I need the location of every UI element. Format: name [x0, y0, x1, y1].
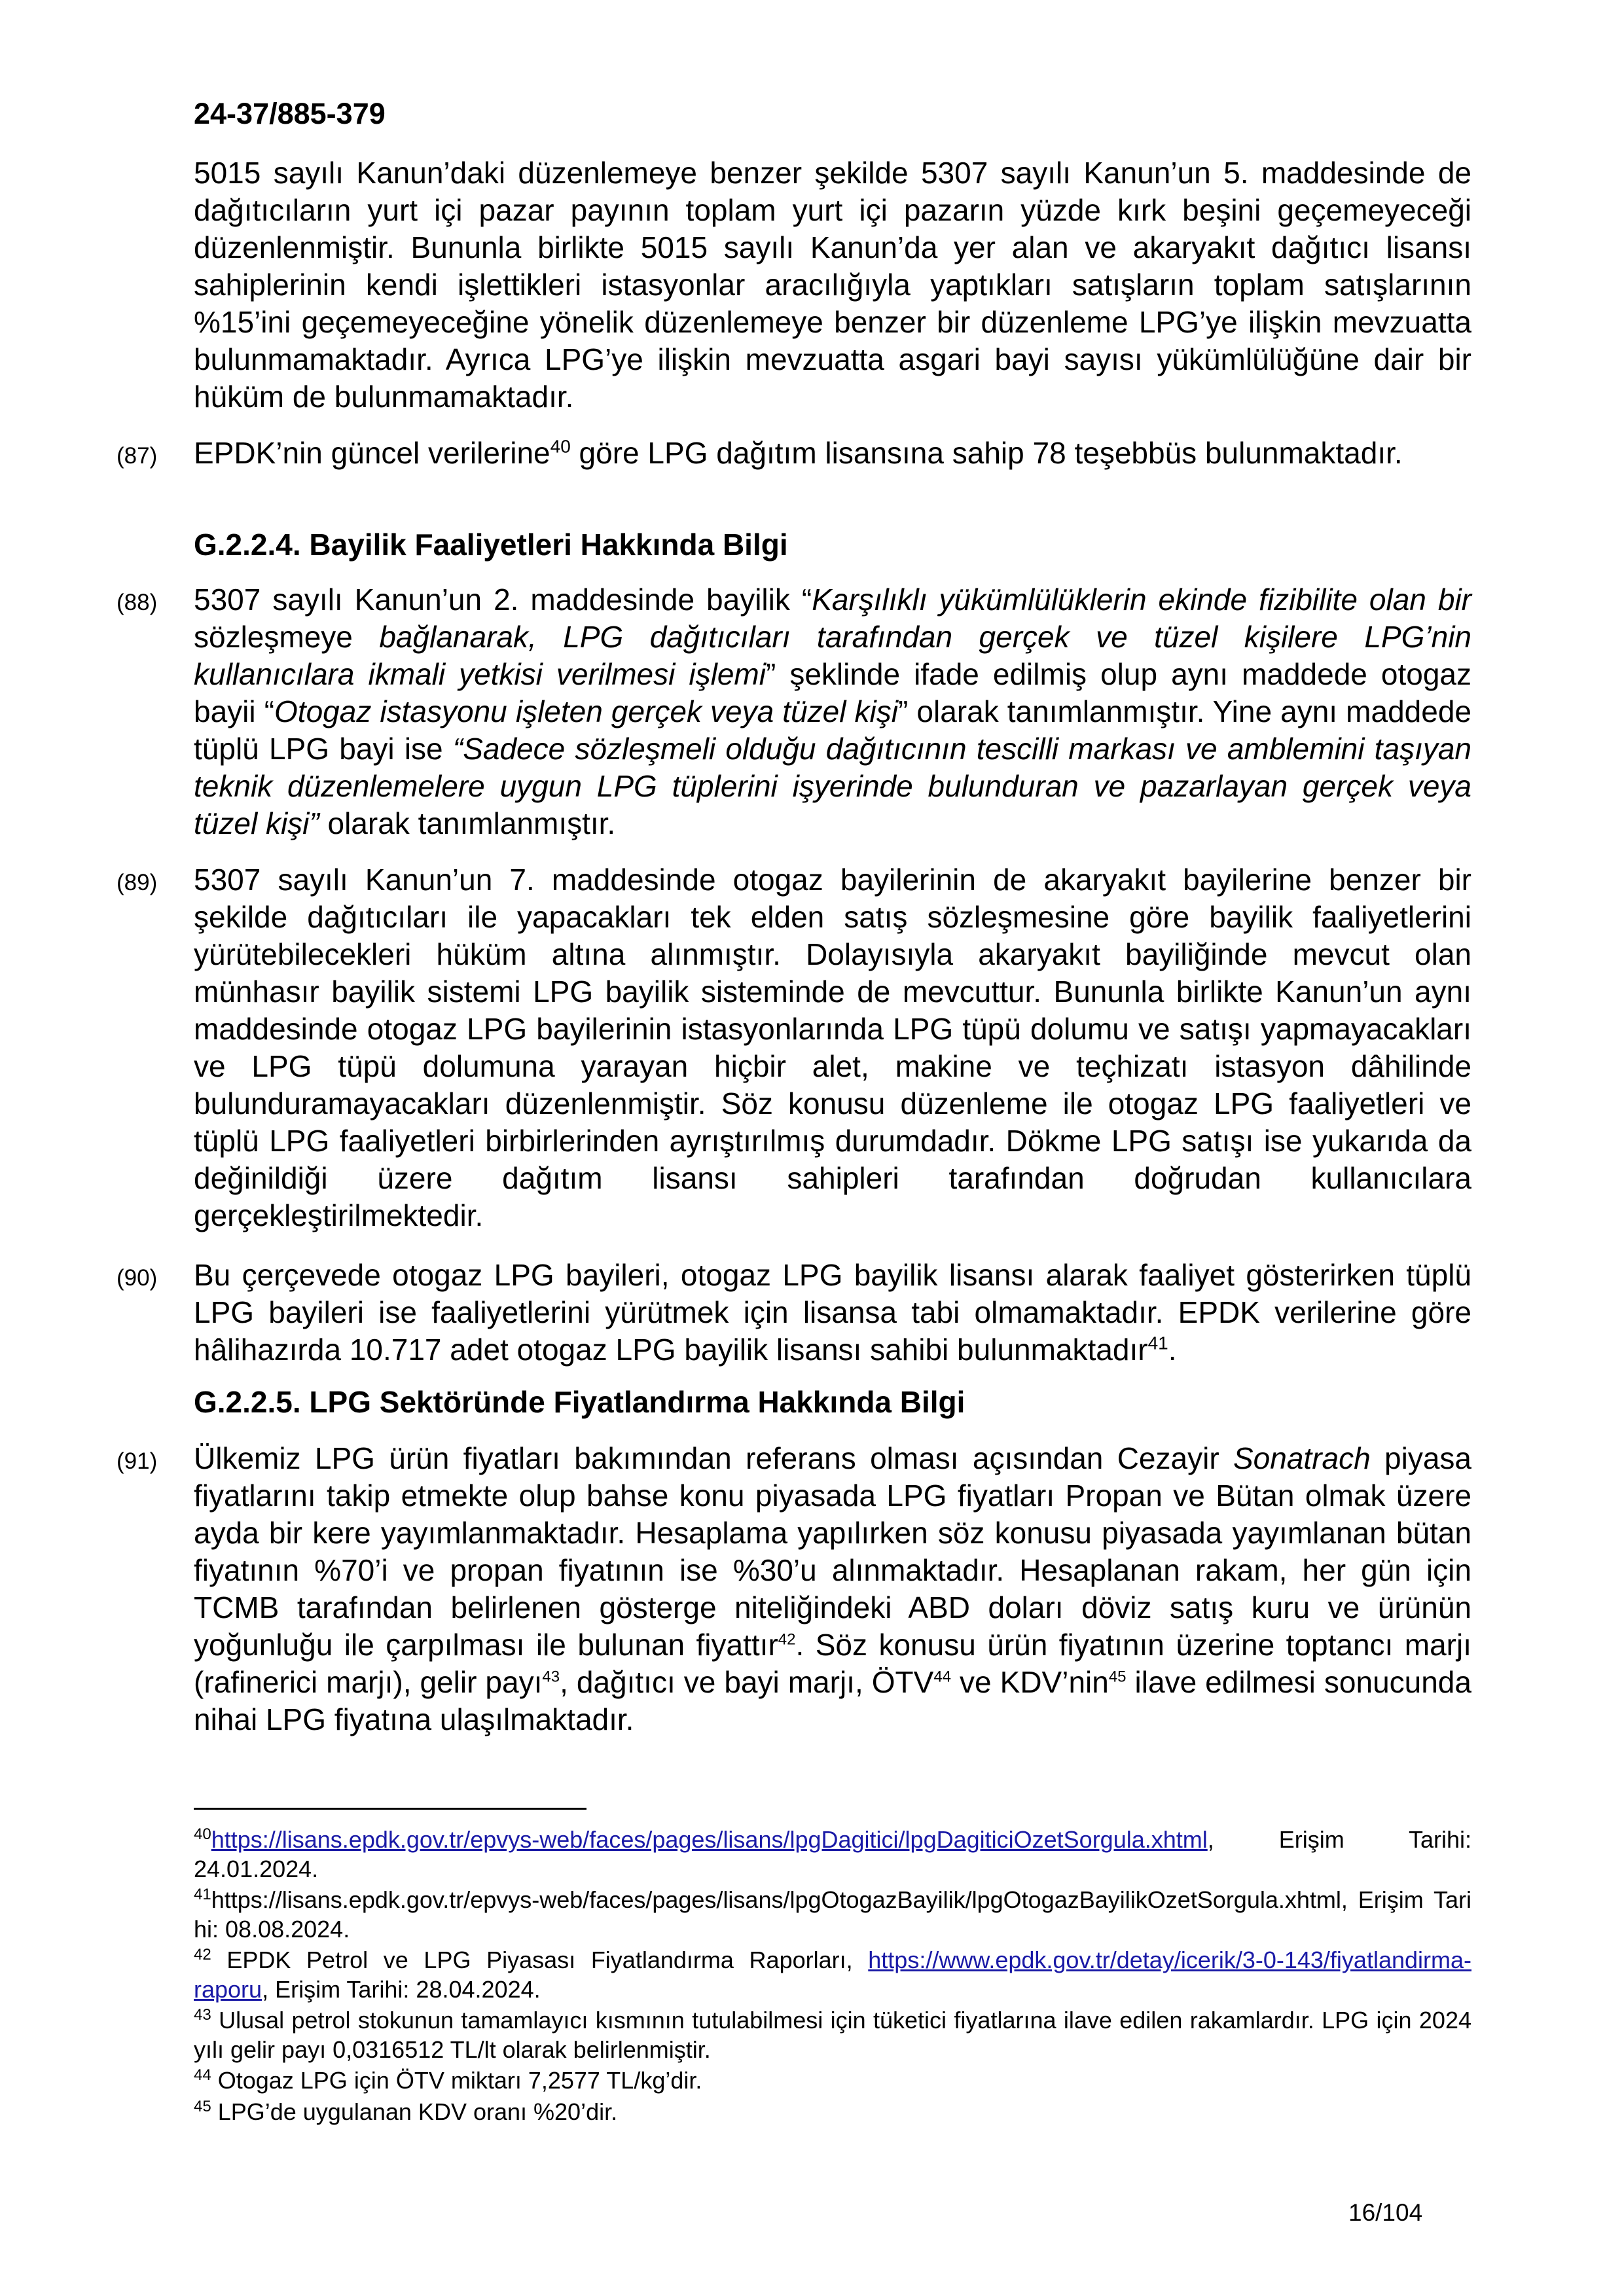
paragraph-88-text-5: olarak tanımlanmıştır. — [319, 806, 616, 840]
paragraph-number-88: (88) — [117, 590, 158, 615]
footnote-41 — [194, 1885, 1471, 1944]
paragraph-91-text-3: . Söz konusu ürün fiyatının üzerine toptancı marjı (rafinerici marjı), gelir payı — [194, 1628, 1472, 1699]
paragraph-88-quote-3: Otogaz istasyonu işleten gerçek veya tüzel kişi — [274, 694, 898, 728]
paragraph-87-text-a: EPDK’nin güncel verilerine — [194, 436, 550, 470]
paragraph-88-text-3: ” şeklinde ifade edilmiş olup aynı maddede otogaz bayii “ — [194, 657, 1471, 728]
footnote-ref-40[interactable]: 40 — [550, 436, 571, 457]
paragraph-number-91: (91) — [117, 1448, 158, 1474]
footnote-42-text: EPDK Petrol ve LPG Piyasası Fiyatlandırma Raporları, — [211, 1946, 869, 1973]
footnote-separator — [194, 1808, 586, 1810]
paragraph-number-89: (89) — [117, 870, 158, 895]
footnote-44-number: 44 — [194, 2066, 211, 2084]
paragraph-number-87: (87) — [117, 443, 158, 469]
footnote-ref-44[interactable]: 44 — [933, 1668, 952, 1686]
paragraph-88 — [194, 581, 1471, 842]
document-id: 24-37/885-379 — [194, 97, 386, 130]
paragraph-91-sonatrach: Sonatrach — [1233, 1441, 1371, 1475]
paragraph-87-text-b: göre LPG dağıtım lisansına sahip 78 teşebbüs bulunmaktadır. — [570, 436, 1403, 470]
footnote-41-text: https://lisans.epdk.gov.tr/epvys-web/faces/pages/lisans/lpgOtogazBayilik/lpgOtogazBayilikOzetSorgula.xhtml, Erişim Tarihi: 08.08.2024. — [194, 1886, 1471, 1943]
footnote-42-date: , Erişim Tarihi: 28.04.2024. — [262, 1976, 541, 2003]
paragraph-88-quote-4: “Sadece sözleşmeli olduğu dağıtıcının tescilli markası ve amblemini taşıyan teknik düzenlemelere uygun LPG tüplerini işyerinde bulunduran ve pazarlayan gerçek veya tüzel kişi” — [194, 732, 1471, 840]
footnote-42-number: 42 — [194, 1946, 211, 1964]
footnote-45-text: LPG’de uygulanan KDV oranı %20’dir. — [211, 2098, 618, 2125]
paragraph-88-quote-2: bağlanarak, LPG dağıtıcıları tarafından gerçek ve tüzel kişilere LPG’nin kullanıcılara ikmali yetkisi verilmesi işlemi — [194, 620, 1471, 691]
paragraph-91-text-6: ilave edilmesi sonucunda nihai LPG fiyatına ulaşılmaktadır. — [194, 1665, 1471, 1736]
paragraph-90-text-b: . — [1168, 1333, 1177, 1367]
footnote-44 — [194, 2066, 1471, 2095]
footnote-44-text: Otogaz LPG için ÖTV miktarı 7,2577 TL/kg’dir. — [211, 2067, 702, 2094]
paragraph-88-text-4: ” olarak tanımlanmıştır. Yine aynı maddede tüplü LPG bayi ise — [194, 694, 1471, 766]
paragraph-91-text-4: , dağıtıcı ve bayi marjı, ÖTV — [560, 1665, 934, 1699]
paragraph-91-text-2: piyasa fiyatlarını takip etmekte olup bahse konu piyasada LPG fiyatları Propan ve Bütan olmak üzere ayda bir kere yayımlanmaktadır. Hesaplama yapılırken söz konusu piyasada yayımlanan bütan fiyatının %70’i ve propan fiyatının ise %30’u alınmaktadır. Hesaplanan rakam, her gün için TCMB tarafından belirlenen gösterge niteliğindeki ABD doları döviz satış kuru ve ürünün yoğunluğu ile çarpılması ile bulunan fiyattır — [194, 1441, 1471, 1662]
footnote-43-text: Ulusal petrol stokunun tamamlayıcı kısmının tutulabilmesi için tüketici fiyatlarına ilave edilen rakamlardır. LPG için 2024 yılı gelir payı 0,0316512 TL/lt olarak belirlenmiştir. — [194, 2007, 1471, 2063]
footnote-ref-45[interactable]: 45 — [1108, 1668, 1127, 1686]
paragraph-89: 5307 sayılı Kanun’un 7. maddesinde otogaz bayilerinin de akaryakıt bayilerine benzer bir şekilde dağıtıcıları ile yapacakları tek elden satış sözleşmesine göre bayilik faaliyetlerini yürütebilecekleri hüküm altına alınmıştır. Dolayısıyla akaryakıt bayiliğinde mevcut olan münhasır bayilik sistemi LPG bayilik sisteminde de mevcuttur. Bununla birlikte Kanun’un aynı maddesinde otogaz LPG bayilerinin istasyonlarında LPG tüpü dolumu ve satışı yapmayacakları ve LPG tüpü dolumuna yarayan hiçbir alet, makine ve teçhizatı istasyon dâhilinde bulunduramayacakları düzenlenmiştir. Söz konusu düzenleme ile otogaz LPG faaliyetleri ve tüplü LPG faaliyetleri birbirlerinden ayrıştırılmış durumdadır. Dökme LPG satışı ise yukarıda da değinildiği üzere dağıtım lisansı sahipleri tarafından doğrudan kullanıcılara gerçekleştirilmektedir. — [194, 863, 1471, 1232]
footnote-ref-43[interactable]: 43 — [542, 1668, 560, 1686]
footnote-40 — [194, 1825, 1471, 1884]
paragraph-number-90: (90) — [117, 1265, 158, 1291]
footnote-40-number: 40 — [194, 1825, 211, 1843]
paragraph-90 — [194, 1257, 1471, 1369]
footnote-41-number: 41 — [194, 1886, 211, 1903]
footnote-42 — [194, 1945, 1471, 2004]
footnote-40-link[interactable]: https://lisans.epdk.gov.tr/epvys-web/faces/pages/lisans/lpgDagitici/lpgDagiticiOzetSorgula.xhtml — [211, 1826, 1208, 1853]
paragraph-90-text-a: Bu çerçevede otogaz LPG bayileri, otogaz LPG bayilik lisansı alarak faaliyet gösterirken tüplü LPG bayileri ise faaliyetlerini yürütmek için lisansa tabi olmamaktadır. EPDK verilerine göre hâlihazırda 10.717 adet otogaz LPG bayilik lisansı sahibi bulunmaktadır — [194, 1258, 1471, 1367]
paragraph-88-quote-1: Karşılıklı yükümlülüklerin ekinde fizibilite olan bir — [812, 583, 1471, 617]
paragraph-intro: 5015 sayılı Kanun’daki düzenlemeye benzer şekilde 5307 sayılı Kanun’un 5. maddesinde de dağıtıcıların yurt içi pazar payının toplam yurt içi pazarın yüzde kırk beşini geçemeyeceği düzenlenmiştir. Bununla birlikte 5015 sayılı Kanun’da yer alan ve akaryakıt dağıtıcı lisansı sahiplerinin kendi işlettikleri istasyonlar aracılığıyla yaptıkları satışların toplam satışlarının %15’ini geçemeyeceğine yönelik düzenlemeye benzer bir düzenleme LPG’ye ilişkin mevzuatta bulunmamaktadır. Ayrıca LPG’ye ilişkin mevzuatta asgari bayi sayısı yükümlülüğüne dair bir hüküm de bulunmamaktadır. — [194, 156, 1471, 414]
paragraph-91 — [194, 1440, 1471, 1738]
page-number: 16/104 — [1348, 2199, 1423, 2226]
footnote-ref-41[interactable]: 41 — [1147, 1333, 1168, 1354]
footnote-45-number: 45 — [194, 2098, 211, 2115]
footnote-45 — [194, 2097, 1471, 2126]
paragraph-91-text-5: ve KDV’nin — [951, 1665, 1109, 1699]
footnote-43-number: 43 — [194, 2006, 211, 2024]
footnote-43 — [194, 2005, 1471, 2064]
section-heading-g2-2-5: G.2.2.5. LPG Sektöründe Fiyatlandırma Hakkında Bilgi — [194, 1385, 965, 1419]
paragraph-88-text-1: 5307 sayılı Kanun’un 2. maddesinde bayilik “ — [194, 583, 812, 617]
paragraph-91-text-1: Ülkemiz LPG ürün fiyatları bakımından referans olması açısından Cezayir — [194, 1441, 1233, 1475]
footnote-40-text: , Erişim Tarihi: 24.01.2024. — [194, 1826, 1471, 1882]
footnote-42-link[interactable]: https://www.epdk.gov.tr/detay/icerik/3-0-143/fiyatlandirma-raporu — [194, 1946, 1471, 2003]
paragraph-88-text-2: sözleşmeye — [194, 620, 380, 654]
section-heading-g2-2-4: G.2.2.4. Bayilik Faaliyetleri Hakkında Bilgi — [194, 528, 788, 562]
footnote-ref-42[interactable]: 42 — [778, 1630, 796, 1649]
paragraph-87 — [194, 435, 1471, 472]
